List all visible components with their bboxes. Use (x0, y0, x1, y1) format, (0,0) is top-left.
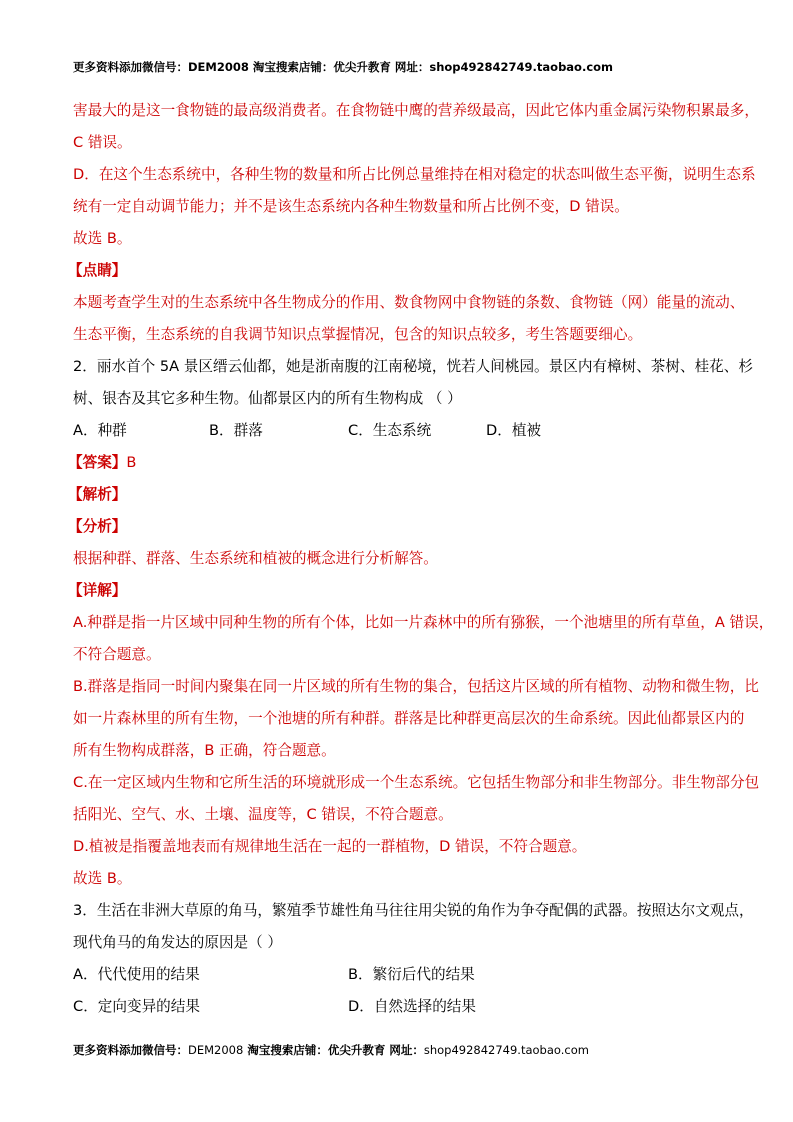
text-line: 括阳光、空气、水、土壤、温度等，C 错误，不符合题意。 (73, 806, 453, 823)
section-dianjing: 【点睛】 (68, 262, 127, 279)
text-line: 故选 B。 (73, 230, 132, 247)
text-line: D．在这个生态系统中，各种生物的数量和所占比例总量维持在相对稳定的状态叫做生态平衡，说明生态系 (73, 166, 756, 183)
footer-shop: 淘宝搜索店铺：优尖升教育 网址： (243, 1043, 424, 1057)
text-line: 如一片森林里的所有生物，一个池塘的所有种群。群落是比种群更高层次的生命系统。因此仙都景区内的 (73, 710, 745, 727)
question-2-line: 2．丽水首个 5A 景区缙云仙都，她是浙南腹的江南秘境，恍若人间桃园。景区内有樟树、茶树、桂花、杉 (73, 358, 753, 375)
question-3-line: 3．生活在非洲大草原的角马，繁殖季节雄性角马往往用尖锐的角作为争夺配偶的武器。按照达尔文观点， (73, 902, 754, 919)
q3-option-d: D．自然选择的结果 (348, 998, 476, 1015)
section-jiexi: 【解析】 (68, 486, 127, 503)
footer-prefix: 更多资料添加微信号： (73, 1043, 188, 1057)
section-xiangjie: 【详解】 (68, 582, 127, 599)
footer-url: shop492842749.taobao.com (423, 1043, 589, 1057)
q2-option-b: B．群落 (209, 422, 263, 439)
page-header: 更多资料添加微信号：DEM2008 淘宝搜索店铺：优尖升教育 网址：shop492842749.taobao.com (73, 60, 614, 74)
q2-option-c: C．生态系统 (348, 422, 432, 439)
text-line: 故选 B。 (73, 870, 132, 887)
q3-option-a: A．代代使用的结果 (73, 966, 200, 983)
text-line: 所有生物构成群落，B 正确，符合题意。 (73, 742, 336, 759)
q3-option-c: C．定向变异的结果 (73, 998, 200, 1015)
page-footer (73, 1042, 589, 1058)
text-line: 根据种群、群落、生态系统和植被的概念进行分析解答。 (73, 550, 438, 567)
question-3-line: 现代角马的角发达的原因是（ ） (73, 934, 282, 951)
section-fenxi: 【分析】 (68, 518, 127, 535)
text-line: C.在一定区域内生物和它所生活的环境就形成一个生态系统。它包括生物部分和非生物部分。非生物部分包 (73, 774, 760, 791)
q2-option-d: D．植被 (486, 422, 542, 439)
text-line: B.群落是指同一时间内聚集在同一片区域的所有生物的集合，包括这片区域的所有植物、动物和微生物，比 (73, 678, 759, 695)
footer-wechat: DEM2008 (188, 1043, 244, 1057)
answer-row (68, 453, 136, 473)
q3-option-b: B．繁衍后代的结果 (348, 966, 475, 983)
text-line: 本题考查学生对的生态系统中各生物成分的作用、数食物网中食物链的条数、食物链（网）能量的流动、 (73, 294, 745, 311)
text-line: 生态平衡，生态系统的自我调节知识点掌握情况，包含的知识点较多，考生答题要细心。 (73, 326, 643, 343)
text-line: 统有一定自动调节能力；并不是该生态系统内各种生物数量和所占比例不变，D 错误。 (73, 198, 629, 215)
question-2-line: 树、银杏及其它多种生物。仙都景区内的所有生物构成 （ ） (73, 390, 462, 407)
answer-label: 【答案】 (68, 454, 127, 471)
text-line: A.种群是指一片区域中同种生物的所有个体，比如一片森林中的所有猕猴，一个池塘里的所有草鱼，A 错误， (73, 614, 774, 631)
text-line: 不符合题意。 (73, 646, 161, 663)
text-line: 害最大的是这一食物链的最高级消费者。在食物链中鹰的营养级最高，因此它体内重金属污染物积累最多， (73, 102, 759, 119)
answer-value: B (126, 454, 137, 471)
text-line: D.植被是指覆盖地表而有规律地生活在一起的一群植物，D 错误，不符合题意。 (73, 838, 587, 855)
text-line: C 错误。 (73, 134, 132, 151)
q2-option-a: A．种群 (73, 422, 127, 439)
